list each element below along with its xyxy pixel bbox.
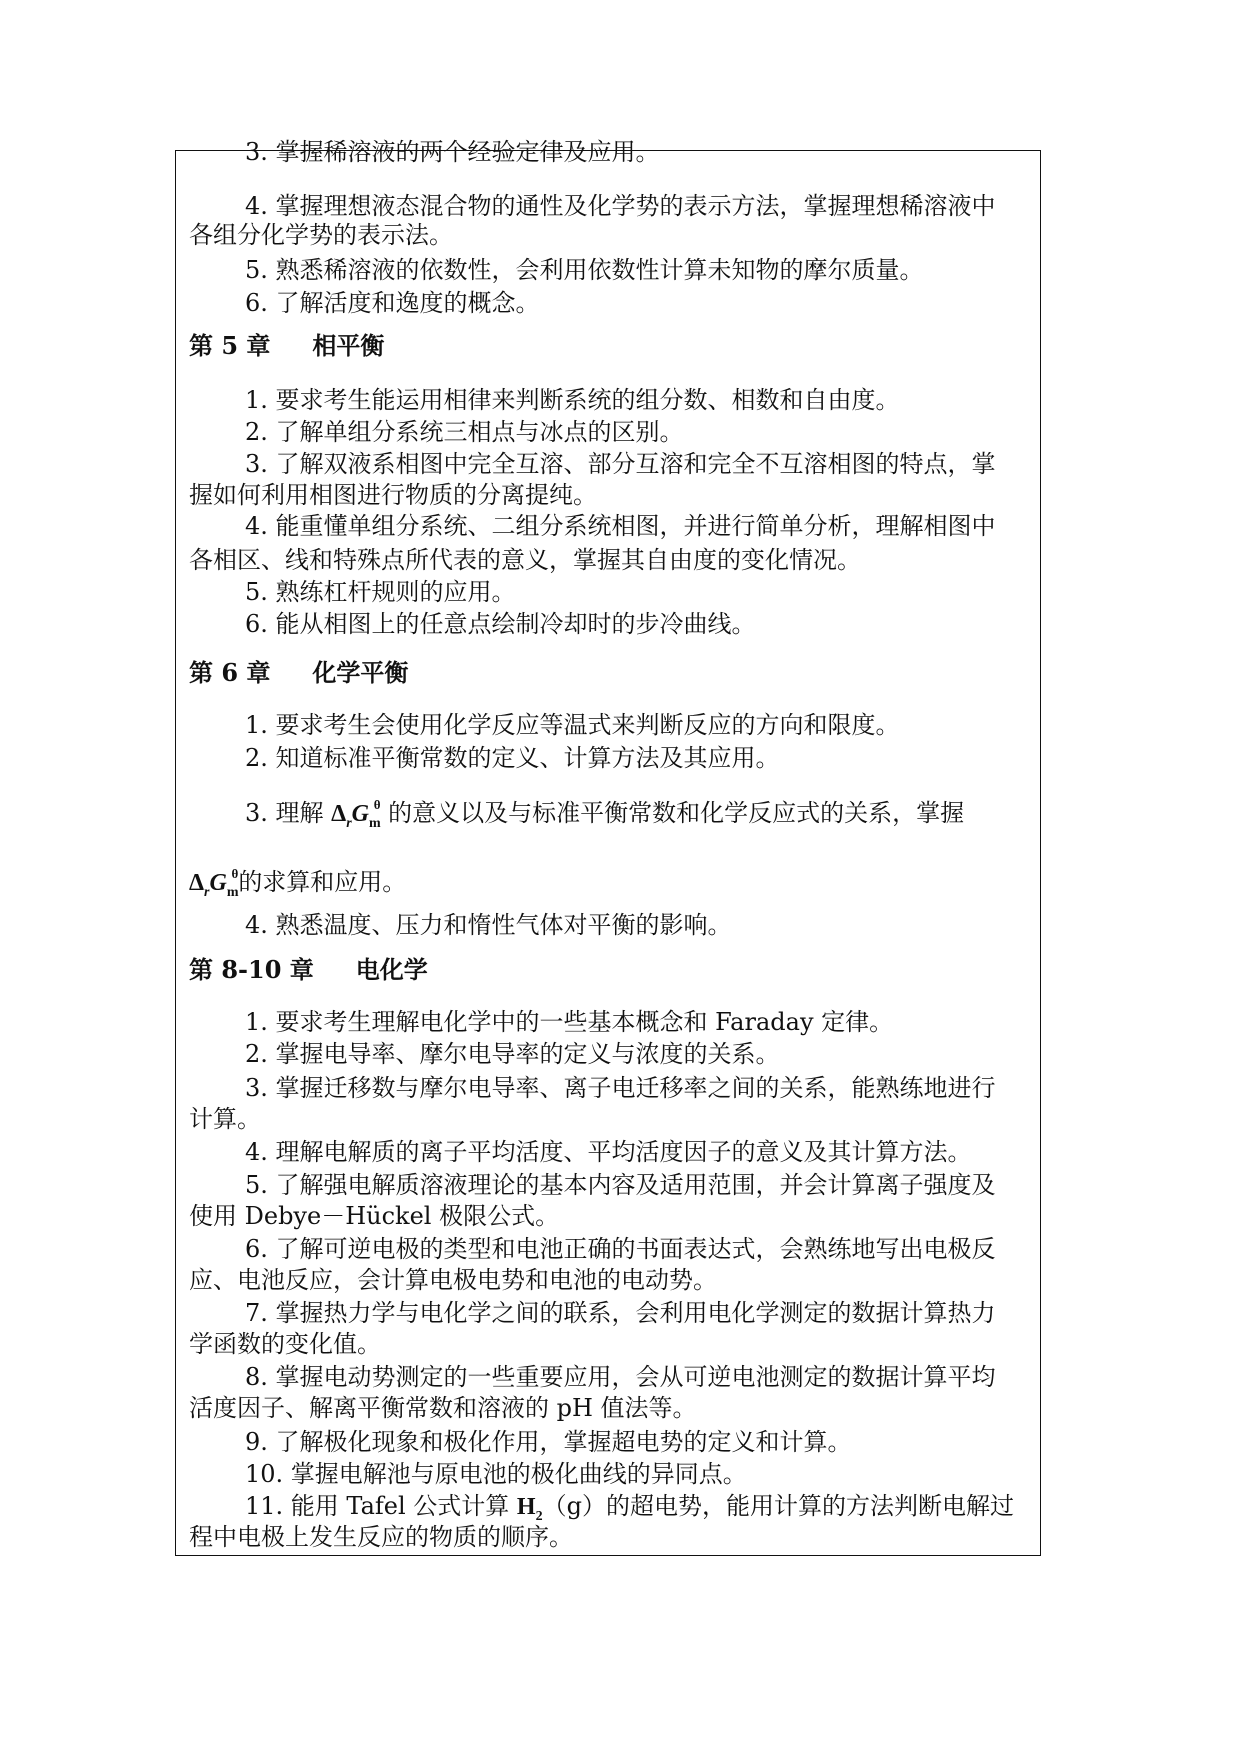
chapter-title: 化学平衡 [312,658,409,687]
gibbs-formula: $\Delta_rG_m^\theta$ [331,797,381,831]
list-item: 5. 熟练杠杆规则的应用。 [245,578,516,606]
list-item: 5. 了解强电解质溶液理论的基本内容及适用范围，并会计算离子强度及 [245,1171,996,1199]
list-item: 4. 熟悉温度、压力和惰性气体对平衡的影响。 [245,911,732,939]
list-item-continuation: 计算。 [189,1105,261,1133]
chapter-6-heading [189,658,408,688]
list-item: 2. 了解单组分系统三相点与冰点的区别。 [245,418,684,446]
list-item: 2. 掌握电导率、摩尔电导率的定义与浓度的关系。 [245,1040,780,1068]
list-item: 3. 了解双液系相图中完全互溶、部分互溶和完全不互溶相图的特点，掌 [245,450,996,478]
list-item: 10. 掌握电解池与原电池的极化曲线的异同点。 [245,1460,747,1488]
list-item: 4. 能重懂单组分系统、二组分系统相图，并进行简单分析，理解相图中 [245,512,996,540]
list-item: 9. 了解极化现象和极化作用，掌握超电势的定义和计算。 [245,1428,852,1456]
list-item: 6. 了解可逆电极的类型和电池正确的书面表达式，会熟练地写出电极反 [245,1235,996,1263]
list-item: 3. 掌握迁移数与摩尔电导率、离子电迁移率之间的关系，能熟练地进行 [245,1074,996,1102]
list-item: 1. 要求考生会使用化学反应等温式来判断反应的方向和限度。 [245,711,900,739]
list-item-continuation: 握如何利用相图进行物质的分离提纯。 [189,481,597,509]
list-item-continuation: 程中电极上发生反应的物质的顺序。 [189,1523,573,1551]
chapter-number: 第 6 章 [189,658,271,687]
list-item-continuation: 使用 Debye－Hückel 极限公式。 [189,1202,560,1230]
chapter-5-heading [189,331,384,361]
chapter-title: 相平衡 [312,331,385,360]
gibbs-formula: $\Delta_rG_m^\theta$ [189,866,239,900]
list-item: 8. 掌握电动势测定的一些重要应用，会从可逆电池测定的数据计算平均 [245,1363,996,1391]
chapter-8-10-heading [189,955,428,985]
list-item: 1. 要求考生能运用相律来判断系统的组分数、相数和自由度。 [245,386,900,414]
list-item-formula-continuation: $\Delta_rG_m^\theta$的求算和应用。 [189,866,407,900]
list-item: 1. 要求考生理解电化学中的一些基本概念和 Faraday 定律。 [245,1008,894,1036]
list-item-continuation: 学函数的变化值。 [189,1330,381,1358]
list-item: 7. 掌握热力学与电化学之间的联系，会利用电化学测定的数据计算热力 [245,1299,996,1327]
list-item-continuation: 活度因子、解离平衡常数和溶液的 pH 值法等。 [189,1394,697,1422]
list-item-continuation: 各相区、线和特殊点所代表的意义，掌握其自由度的变化情况。 [189,546,861,574]
list-item: 4. 理解电解质的离子平均活度、平均活度因子的意义及其计算方法。 [245,1138,972,1166]
list-item: 3. 掌握稀溶液的两个经验定律及应用。 [245,138,660,166]
list-item: 2. 知道标准平衡常数的定义、计算方法及其应用。 [245,744,780,772]
chapter-number: 第 5 章 [189,331,271,360]
hydrogen-formula: $H_2$ [516,1494,543,1524]
list-item-formula: 3. 理解 $\Delta_rG_m^\theta$ 的意义以及与标准平衡常数和化学反应式的关系，掌握 [245,797,965,831]
list-item: 6. 能从相图上的任意点绘制冷却时的步冷曲线。 [245,610,756,638]
list-item-continuation: 应、电池反应，会计算电极电势和电池的电动势。 [189,1266,717,1294]
list-item: 6. 了解活度和逸度的概念。 [245,289,540,317]
list-item: 4. 掌握理想液态混合物的通性及化学势的表示方法，掌握理想稀溶液中 [245,192,996,220]
list-item: 5. 熟悉稀溶液的依数性，会利用依数性计算未知物的摩尔质量。 [245,256,924,284]
list-item-formula: 11. 能用 Tafel 公式计算 $H_2(g)$的超电势，能用计算的方法判断电解过 [245,1492,1014,1524]
chapter-number: 第 8-10 章 [189,955,314,984]
chapter-title: 电化学 [355,955,428,984]
list-item-continuation: 各组分化学势的表示法。 [189,221,453,249]
